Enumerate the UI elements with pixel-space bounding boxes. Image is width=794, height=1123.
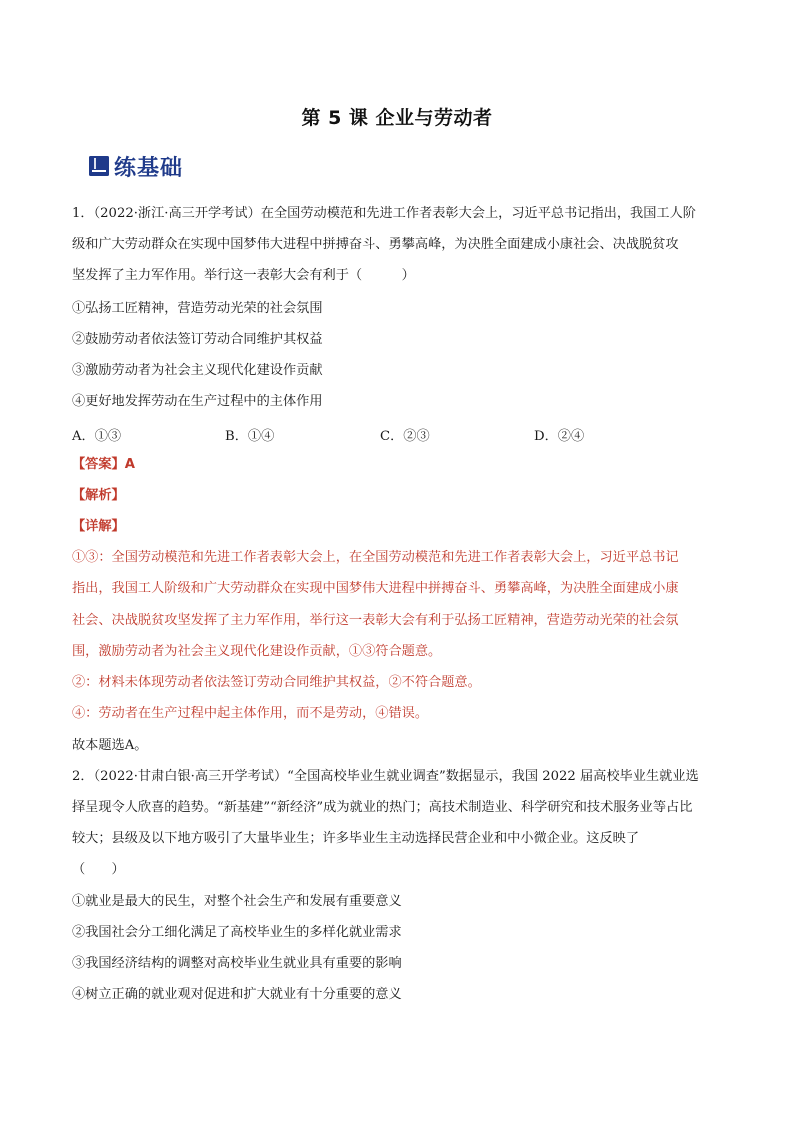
section-header: [88, 151, 183, 181]
detail-line: 社会、决战脱贫攻坚发挥了主力军作用，举行这一表彰大会有利于弘扬工匠精神，营造劳动光荣的社会氛: [72, 613, 679, 628]
option-b: B．①④: [225, 429, 275, 444]
q2-stem-line: 2．（2022·甘肃白银·高三开学考试）“全国高校毕业生就业调查”数据显示，我国 2022 届高校毕业生就业选: [72, 769, 699, 784]
q1-stem-line: 坚发挥了主力军作用。举行这一表彰大会有利于（ ）: [72, 268, 415, 283]
option-c: C．②③: [380, 429, 430, 444]
q1-options: [72, 425, 732, 443]
q2-stem-line: 较大；县级及以下地方吸引了大量毕业生；许多毕业生主动选择民营企业和中小微企业。这反映了: [72, 831, 640, 846]
q1-stem-line: 级和广大劳动群众在实现中国梦伟大进程中拼搏奋斗、勇攀高峰，为决胜全面建成小康社会、决战脱贫攻: [72, 237, 679, 252]
q1-statement: ④更好地发挥劳动在生产过程中的主体作用: [72, 394, 323, 409]
detail-line: ①③：全国劳动模范和先进工作者表彰大会上，在全国劳动模范和先进工作者表彰大会上，习近平总书记: [72, 550, 679, 565]
book-icon: [88, 155, 110, 177]
conclusion: 故本题选A。: [72, 738, 148, 753]
option-d: D．②④: [534, 429, 585, 444]
detail-line: 指出，我国工人阶级和广大劳动群众在实现中国梦伟大进程中拼搏奋斗、勇攀高峰，为决胜全面建成小康: [72, 581, 679, 596]
option-a: A．①③: [72, 429, 122, 444]
analysis-label: 【解析】: [72, 488, 125, 503]
q1-statement: ①弘扬工匠精神，营造劳动光荣的社会氛围: [72, 301, 323, 316]
detail-label: 【详解】: [72, 519, 125, 534]
q2-statement: ①就业是最大的民生，对整个社会生产和发展有重要意义: [72, 894, 402, 909]
q1-stem-line: 1．（2022·浙江·高三开学考试）在全国劳动模范和先进工作者表彰大会上，习近平总书记指出，我国工人阶: [72, 206, 696, 221]
detail-line: ②：材料未体现劳动者依法签订劳动合同维护其权益，②不符合题意。: [72, 675, 481, 690]
q1-statement: ③激励劳动者为社会主义现代化建设作贡献: [72, 363, 323, 378]
q2-statement: ④树立正确的就业观对促进和扩大就业有十分重要的意义: [72, 987, 402, 1002]
q1-statement: ②鼓励劳动者依法签订劳动合同维护其权益: [72, 332, 323, 347]
section-label: 练基础: [114, 155, 184, 181]
detail-line: 围，激励劳动者为社会主义现代化建设作贡献，①③符合题意。: [72, 644, 442, 659]
detail-line: ④：劳动者在生产过程中起主体作用，而不是劳动，④错误。: [72, 706, 429, 721]
q2-statement: ③我国经济结构的调整对高校毕业生就业具有重要的影响: [72, 956, 402, 971]
q2-stem-line: 择呈现令人欣喜的趋势。“新基建”“新经济”成为就业的热门；高技术制造业、科学研究和技术服务业等占比: [72, 800, 693, 815]
page-title: 第 5 课 企业与劳动者: [301, 107, 493, 129]
q2-statement: ②我国社会分工细化满足了高校毕业生的多样化就业需求: [72, 925, 402, 940]
q2-stem-line: （ ）: [72, 862, 125, 877]
answer-label: 【答案】A: [72, 457, 135, 472]
